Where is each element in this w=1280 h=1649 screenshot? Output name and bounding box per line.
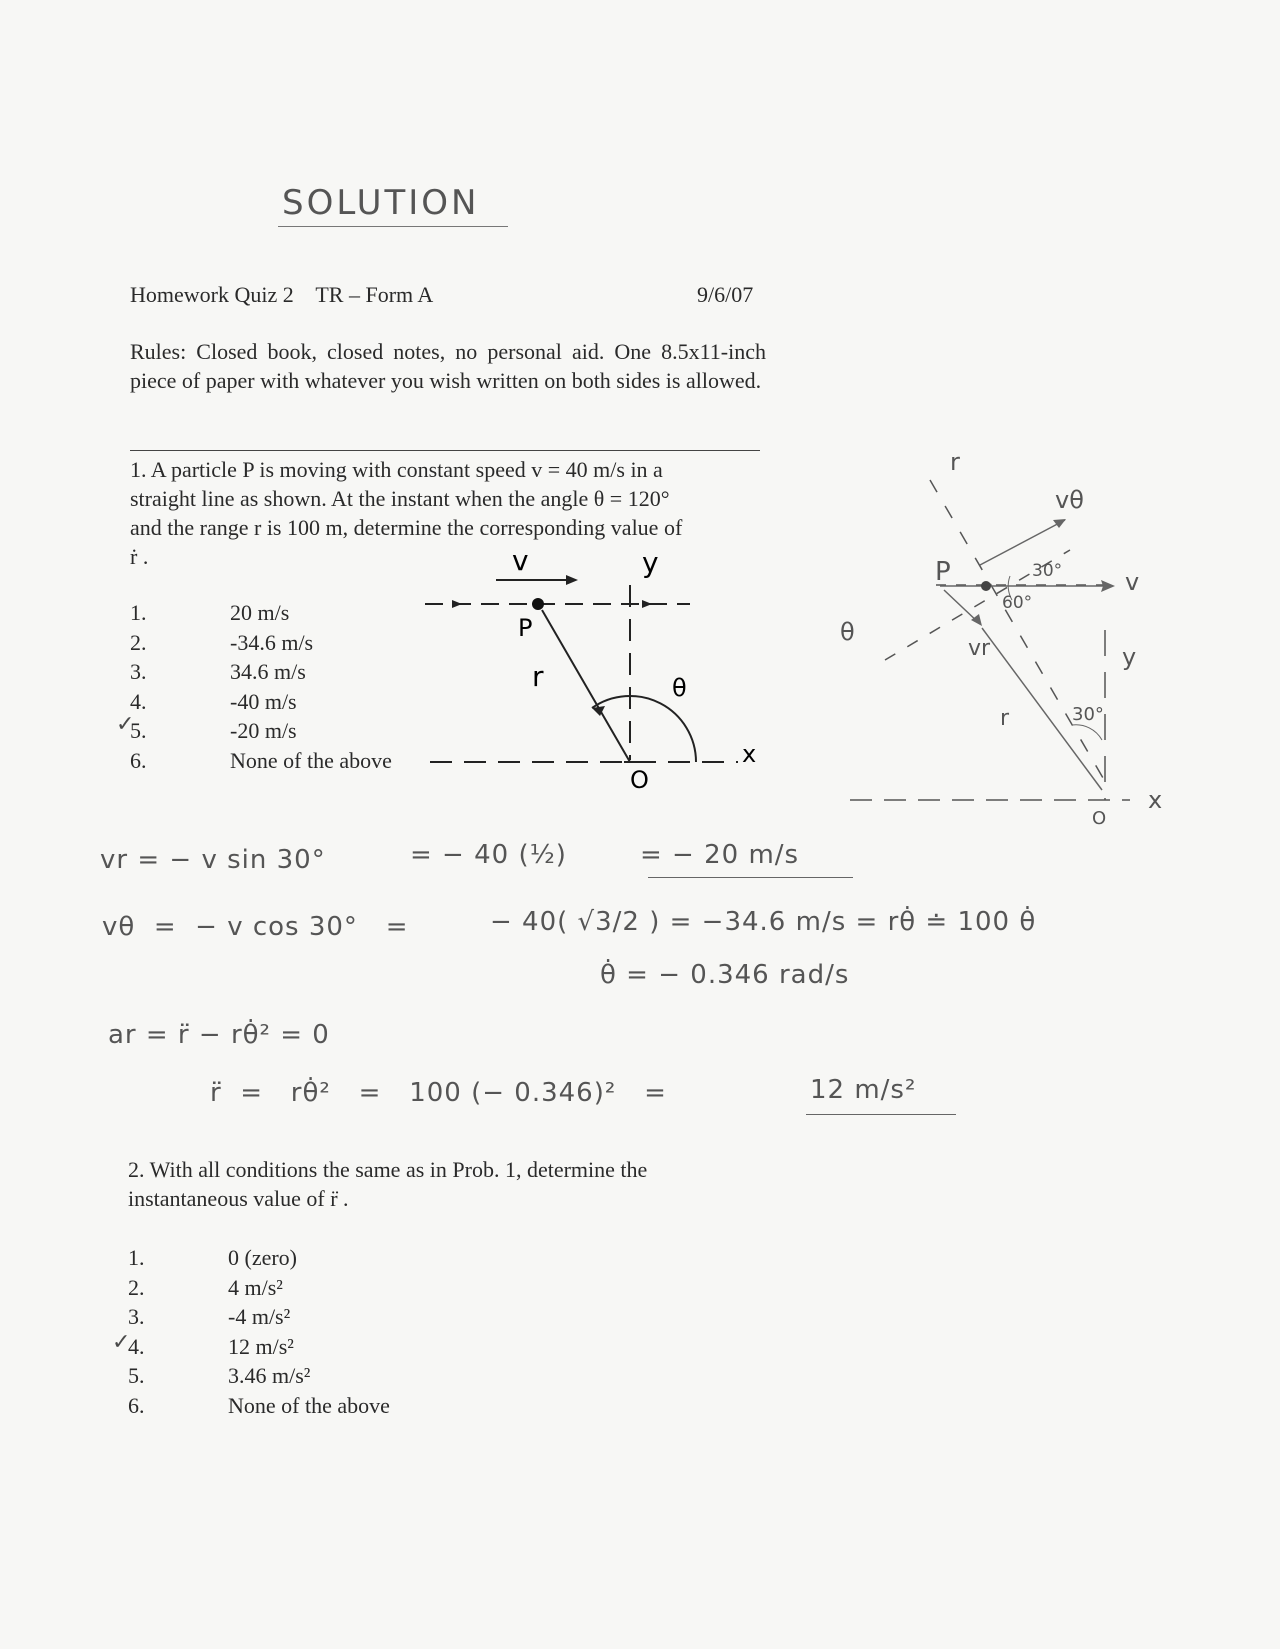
d1-o-label: O bbox=[630, 766, 649, 794]
q2-option-3[interactable]: 3. -4 m/s² bbox=[128, 1304, 291, 1329]
work-line-2b: − 40( √3/2 ) = −34.6 m/s = rθ̇ ≐ 100 θ̇ bbox=[490, 907, 1037, 937]
d2-x-label: x bbox=[1148, 786, 1163, 814]
answer-1-underline bbox=[648, 877, 853, 878]
d2-vtheta-label: vθ bbox=[1055, 486, 1084, 514]
q1-line3: and the range r is 100 m, determine the corresponding value of bbox=[130, 515, 683, 540]
d2-theta-label: θ bbox=[840, 618, 855, 646]
work-line-1c: = − 20 m/s bbox=[640, 840, 800, 870]
work-line-5b: 12 m/s² bbox=[810, 1075, 917, 1105]
d1-v-label: v bbox=[512, 544, 529, 577]
quiz-header: Homework Quiz 2 TR – Form A bbox=[130, 282, 434, 307]
diagram-1 bbox=[420, 544, 760, 794]
q2-line1: 2. With all conditions the same as in Prob. 1, determine the bbox=[128, 1157, 648, 1182]
solution-title: SOLUTION bbox=[282, 183, 480, 223]
q2-line2: instantaneous value of r̈ . bbox=[128, 1186, 349, 1211]
d2-r2-label: r bbox=[1000, 706, 1010, 731]
q1-line2: straight line as shown. At the instant when the angle θ = 120° bbox=[130, 486, 670, 511]
answer-2-underline bbox=[806, 1114, 956, 1115]
quiz-date: 9/6/07 bbox=[697, 282, 754, 307]
d2-vr-label: vr bbox=[968, 636, 991, 661]
q2-option-6[interactable]: 6. None of the above bbox=[128, 1392, 390, 1418]
q1-options bbox=[130, 598, 392, 775]
d2-v-label: v bbox=[1125, 568, 1140, 596]
q2-option-2[interactable]: 2. 4 m/s² bbox=[128, 1274, 283, 1300]
d1-y-label: y bbox=[642, 546, 659, 579]
work-line-5a: r̈ = rθ̇² = 100 (− 0.346)² = bbox=[210, 1078, 667, 1108]
d1-theta-label: θ bbox=[672, 674, 687, 702]
q1-option-4[interactable]: 4. -40 m/s bbox=[130, 688, 297, 714]
work-line-2a: vθ = − v cos 30° = bbox=[102, 912, 409, 942]
q2-checkmark-icon: ✓ bbox=[112, 1330, 131, 1355]
q2-options bbox=[128, 1243, 390, 1420]
q1-line4: ṙ . bbox=[130, 544, 149, 569]
d2-o-label: O bbox=[1092, 808, 1107, 829]
d2-y-label: y bbox=[1122, 643, 1137, 671]
q1-option-1[interactable]: 1. 20 m/s bbox=[130, 600, 290, 625]
work-line-1b: = − 40 (½) bbox=[410, 840, 567, 870]
d2-angle-30-bottom: 30° bbox=[1072, 704, 1104, 725]
section-divider bbox=[130, 450, 760, 451]
d1-x-label: x bbox=[742, 740, 757, 768]
d1-p-label: P bbox=[518, 614, 533, 642]
d2-angle-60: 60° bbox=[1002, 593, 1033, 613]
q2-option-1[interactable]: 1. 0 (zero) bbox=[128, 1245, 298, 1270]
work-line-4: ar = r̈ − rθ̇² = 0 bbox=[108, 1020, 330, 1050]
q2-option-4[interactable]: 4. 12 m/s² bbox=[128, 1333, 294, 1359]
d2-r-label: r bbox=[950, 448, 960, 476]
q1-option-6[interactable]: 6. None of the above bbox=[130, 747, 392, 773]
work-line-1a: vr = − v sin 30° bbox=[100, 845, 326, 875]
q2-option-5[interactable]: 5. 3.46 m/s² bbox=[128, 1363, 311, 1388]
work-line-3: θ̇ = − 0.346 rad/s bbox=[600, 960, 850, 990]
title-underline bbox=[278, 226, 508, 227]
q1-option-5[interactable]: 5. -20 m/s bbox=[130, 718, 297, 743]
d2-p-label: P bbox=[935, 557, 951, 587]
diagram-2 bbox=[840, 448, 1163, 829]
q1-line1: 1. A particle P is moving with constant speed v = 40 m/s in a bbox=[130, 457, 663, 482]
d1-r-label: r bbox=[532, 660, 544, 693]
q1-checkmark-icon: ✓ bbox=[116, 712, 135, 737]
q2-text bbox=[128, 1155, 768, 1213]
rules-text: Rules: Closed book, closed notes, no personal aid. One 8.5x11-inch piece of paper with whatever you wish written on both sides is allowed. bbox=[130, 339, 766, 393]
q1-option-3[interactable]: 3. 34.6 m/s bbox=[130, 659, 306, 684]
q1-option-2[interactable]: 2. -34.6 m/s bbox=[130, 629, 314, 655]
d2-angle-30-top: 30° bbox=[1032, 561, 1063, 581]
